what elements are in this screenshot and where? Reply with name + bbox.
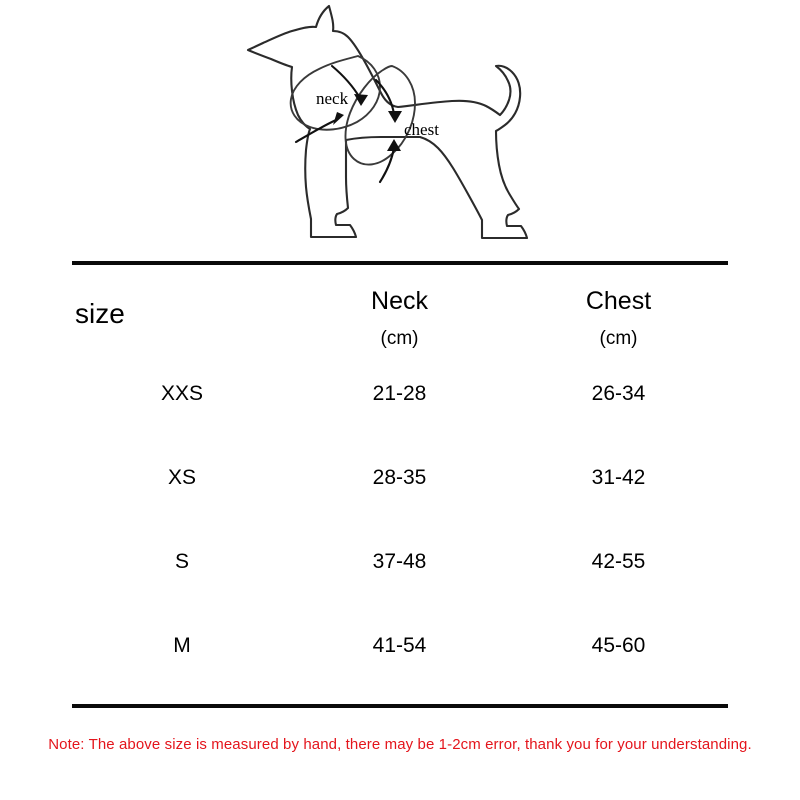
table-header-row <box>72 287 728 350</box>
cell-neck: 28-35 <box>372 466 427 489</box>
cell-chest: 31-42 <box>591 466 646 489</box>
cell-size: XS <box>167 466 196 489</box>
chest-arrow-lower-head <box>387 139 401 151</box>
measurement-note: Note: The above size is measured by hand, there may be 1-2cm error, thank you for your understanding. <box>48 736 752 753</box>
cell-size: S <box>174 550 189 573</box>
table-row <box>72 382 728 407</box>
chest-arrow-lower-line <box>380 148 394 182</box>
dog-measurement-illustration <box>0 0 800 258</box>
table-row <box>72 634 728 659</box>
header-neck-unit: (cm) <box>380 327 419 349</box>
cell-neck: 37-48 <box>372 550 427 573</box>
header-size-label: size <box>75 298 125 329</box>
cell-chest: 26-34 <box>591 382 646 405</box>
chest-arrow-upper-head <box>388 111 402 123</box>
cell-neck: 21-28 <box>372 382 427 405</box>
table-row <box>72 466 728 491</box>
neck-label: neck <box>316 89 349 108</box>
header-chest-unit: (cm) <box>599 327 638 349</box>
dog-body-path <box>248 6 527 238</box>
header-chest-title: Chest <box>585 287 652 315</box>
chest-label: chest <box>404 120 439 139</box>
header-chest-column <box>509 287 728 350</box>
cell-size: XXS <box>160 382 204 405</box>
cell-neck: 41-54 <box>372 634 427 657</box>
header-neck-title: Neck <box>371 287 428 315</box>
neck-arrow-lower-head <box>333 112 344 125</box>
header-neck-column <box>290 287 509 350</box>
dog-outline-svg <box>220 2 580 256</box>
cell-chest: 45-60 <box>591 634 646 657</box>
size-chart-table <box>72 261 728 708</box>
cell-size: M <box>173 634 191 657</box>
table-row <box>72 550 728 575</box>
cell-chest: 42-55 <box>591 550 646 573</box>
